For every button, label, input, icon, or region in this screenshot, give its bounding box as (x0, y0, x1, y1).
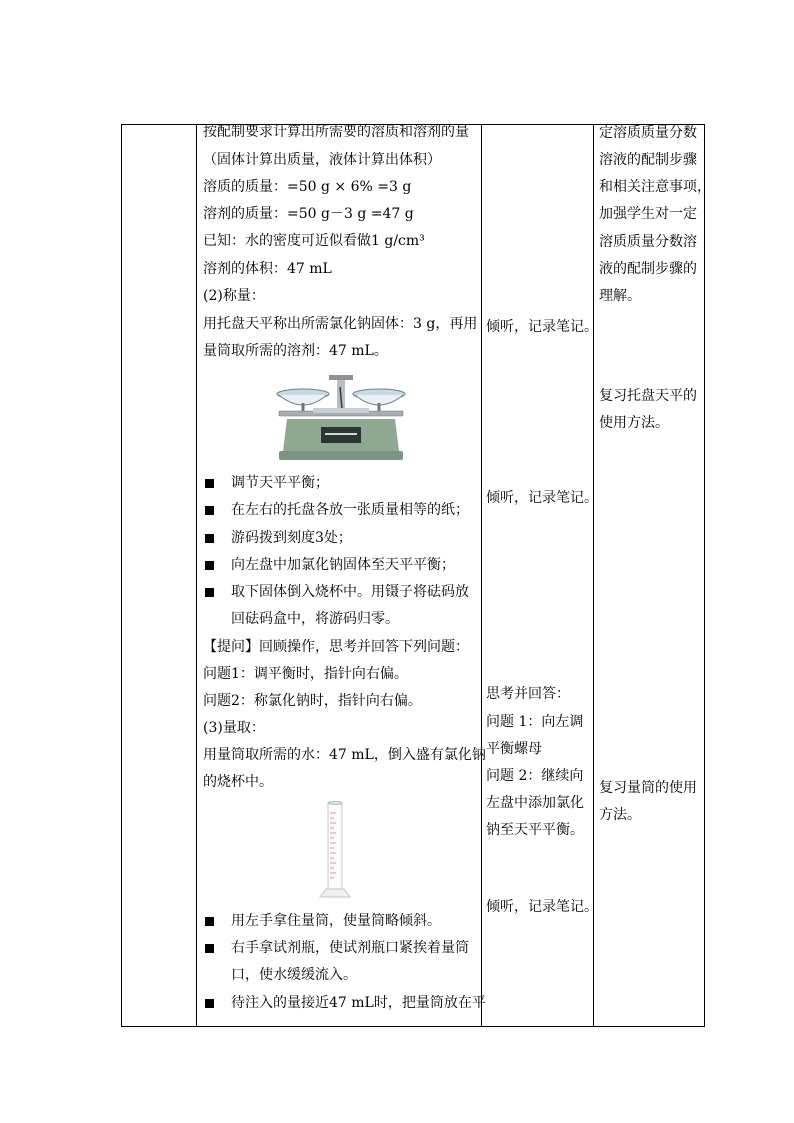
balance-scale-image (273, 375, 409, 461)
column-divider (593, 125, 594, 1026)
text-line: 理解。 (599, 288, 641, 304)
text-line: 思考并回答： (486, 686, 570, 702)
list-item-continuation: 回砝码盒中，将游码归零。 (231, 611, 399, 627)
text-line: 使用方法。 (599, 415, 669, 431)
bullet-icon (205, 534, 214, 543)
text-line: 复习托盘天平的 (599, 388, 697, 404)
text-line: 复习量筒的使用 (599, 780, 697, 796)
text-line: 问题 2：继续向 (486, 768, 584, 784)
list-item: 向左盘中加氯化钠固体至天平平衡； (231, 557, 455, 573)
step-heading: (3)量取： (203, 720, 265, 736)
text-line: 和相关注意事项， (599, 179, 711, 195)
question-heading: 【提问】回顾操作，思考并回答下列问题： (203, 639, 469, 655)
list-item: 待注入的量接近47 mL时，把量筒放在平 (231, 995, 486, 1011)
measuring-cylinder-image (317, 801, 353, 901)
text-line: 溶质的质量：=50 g × 6% =3 g (203, 179, 412, 195)
list-item: 取下固体倒入烧杯中。用镊子将砝码放 (231, 584, 469, 600)
text-line: 溶剂的质量：=50 g－3 g =47 g (203, 206, 414, 222)
bullet-icon (205, 479, 214, 488)
bullet-icon (205, 588, 214, 597)
text-line: 液的配制步骤的 (599, 261, 697, 277)
text-line: 钠至天平平衡。 (486, 822, 584, 838)
text-line: 问题2：称氯化钠时，指针向右偏。 (203, 693, 422, 709)
text-line: 问题1：调平衡时，指针向右偏。 (203, 666, 408, 682)
text-line: 用量筒取所需的水：47 mL，倒入盛有氯化钠 (203, 747, 486, 763)
list-item: 在左右的托盘各放一张质量相等的纸； (231, 502, 469, 518)
bullet-icon (205, 917, 214, 926)
text-line: 的烧杯中。 (203, 774, 273, 790)
list-item: 用左手拿住量筒，使量筒略倾斜。 (231, 913, 441, 929)
bullet-icon (205, 999, 214, 1008)
step-heading: (2)称量： (203, 288, 265, 304)
text-line: 按配制要求计算出所需要的溶质和溶剂的量 (203, 124, 469, 140)
text-line: 定溶质质量分数 (599, 125, 697, 141)
text-line: 倾听，记录笔记。 (486, 319, 598, 335)
text-line: 溶质质量分数溶 (599, 234, 697, 250)
list-item-continuation: 口，使水缓缓流入。 (231, 967, 357, 983)
bullet-icon (205, 561, 214, 570)
text-line: 已知：水的密度可近似看做1 g/cm³ (203, 233, 425, 249)
bullet-icon (205, 944, 214, 953)
column-divider (196, 125, 197, 1026)
list-item: 右手拿试剂瓶，使试剂瓶口紧挨着量筒 (231, 940, 469, 956)
text-line: 倾听，记录笔记。 (486, 490, 598, 506)
text-line: 左盘中添加氯化 (486, 795, 584, 811)
text-line: 加强学生对一定 (599, 206, 697, 222)
bullet-icon (205, 506, 214, 515)
text-line: 量筒取所需的溶剂：47 mL。 (203, 343, 388, 359)
text-line: 方法。 (599, 807, 641, 823)
column-divider (481, 125, 482, 1026)
list-item: 调节天平平衡； (231, 475, 329, 491)
text-line: 溶液的配制步骤 (599, 152, 697, 168)
list-item: 游码拨到刻度3处； (231, 530, 352, 546)
text-line: 溶剂的体积：47 mL (203, 261, 332, 277)
text-line: 倾听，记录笔记。 (486, 899, 598, 915)
text-line: 问题 1：向左调 (486, 714, 584, 730)
text-line: 平衡螺母 (486, 741, 542, 757)
text-line: 用托盘天平称出所需氯化钠固体：3 g，再用 (203, 316, 478, 332)
text-line: （固体计算出质量，液体计算出体积） (203, 152, 441, 168)
